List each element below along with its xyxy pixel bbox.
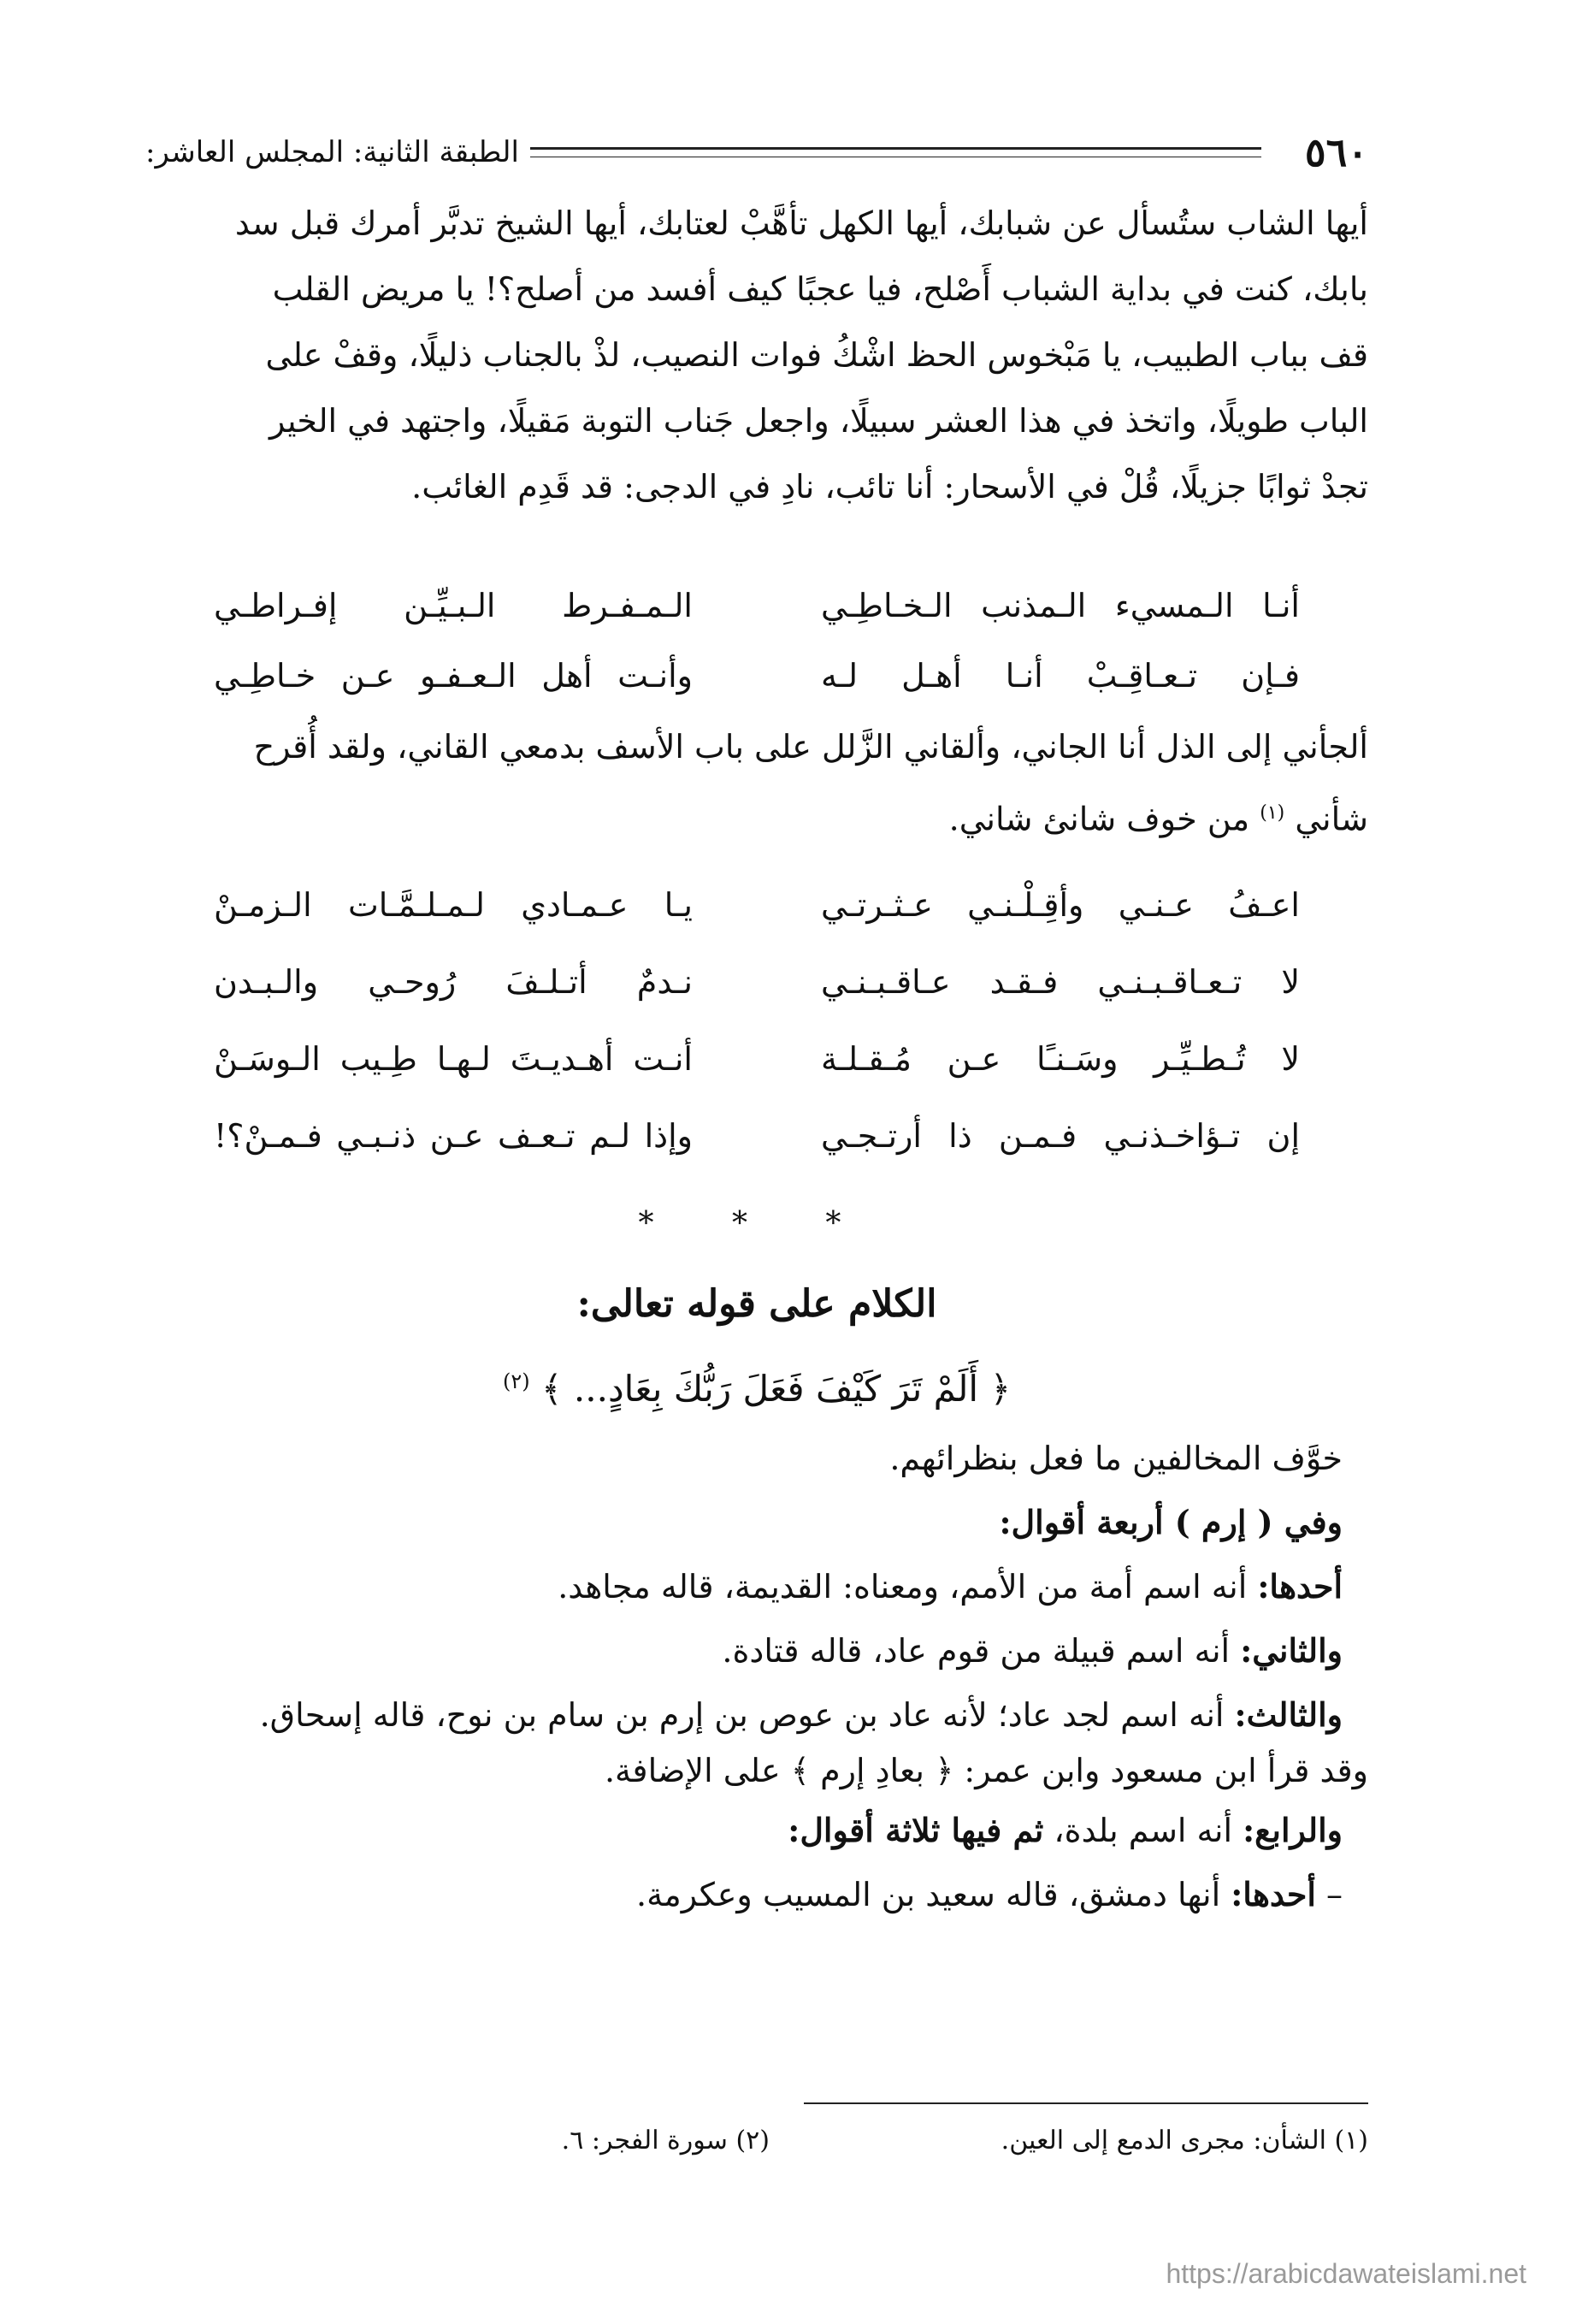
- footnote-2: (٢) سورة الفجر: ٦.: [561, 2126, 770, 2155]
- verse-second-hemistich: نـدمٌ أتـلـفَ رُوحـي والـبـدن: [214, 963, 693, 1001]
- verse-second-hemistich: الـمـفـرط الـبـيِّـن إفـراطـي: [214, 587, 693, 624]
- quran-verse: [145, 1351, 1368, 1419]
- footnote-1: (١) الشأن: مجرى الدمع إلى العين.: [1001, 2126, 1368, 2155]
- opinion-third: [145, 1685, 1343, 1745]
- opinion-text: أنه اسم لجد عاد؛ لأنه عاد بن عوص بن إرم بن سام بن نوح، قاله إسحاق.: [259, 1696, 1225, 1734]
- verse-first-hemistich: أنـا الـمسيء الـمذنب الـخـاطِـي: [821, 587, 1300, 624]
- opinion-label: أحدها:: [1257, 1567, 1343, 1606]
- middle-line-end: من خوف شانئ شاني.: [948, 800, 1250, 838]
- footnote-rule: [804, 2102, 1368, 2104]
- poem-verse: [214, 571, 1300, 640]
- footnote-ref-2[interactable]: (٢): [502, 1369, 530, 1393]
- verse-second-hemistich: يـا عـمـادي لـمـلـمَّـات الـزمـنْ: [214, 886, 693, 924]
- opinion-label: والثالث:: [1234, 1695, 1343, 1734]
- body-line: خوَّف المخالفين ما فعل بنظرائهم.: [889, 1440, 1343, 1477]
- sub-opinion-first: [145, 1865, 1343, 1925]
- opinion-text: أنه اسم بلدة،: [1054, 1812, 1233, 1849]
- list-dash: –: [1326, 1876, 1343, 1913]
- poem-verse: [214, 1025, 1300, 1093]
- intro-line: الباب طويلًا، واتخذ في هذا العشر سبيلًا، واجعل جَناب التوبة مَقيلًا، واجتهد في الخير: [269, 402, 1368, 440]
- verse-first-hemistich: لا تـعـاقـبـنـي فـقـد عـاقـبـنـي: [821, 963, 1300, 1001]
- verse-first-hemistich: لا تُـطـيِّـر وسَـنـًا عـن مُـقـلـة: [821, 1040, 1300, 1078]
- opinion-text: أنه اسم قبيلة من قوم عاد، قاله قتادة.: [722, 1632, 1231, 1670]
- middle-line: [145, 780, 1368, 853]
- watermark-url[interactable]: https://arabicdawateislami.net: [1166, 2258, 1526, 2289]
- opinion-second: [145, 1621, 1343, 1681]
- poem-verse: [214, 642, 1300, 710]
- verse-second-hemistich: أنـت أهـديـتَ لـهـا طِـيب الـوسَـنْ: [214, 1040, 693, 1078]
- section-title: الكلام على قوله تعالى:: [576, 1282, 937, 1326]
- opinion-label: والرابع:: [1243, 1811, 1343, 1849]
- page-number: ٥٦٠: [1304, 129, 1368, 175]
- footnote-ref-1[interactable]: (١): [1260, 802, 1285, 824]
- section-separator: * * *: [638, 1206, 876, 1241]
- middle-paragraph: [145, 714, 1368, 853]
- verse-first-hemistich: اعـفُ عـنـي وأقِـلْـنـي عـثـرتـي: [821, 886, 1300, 924]
- opinions-heading: وفي ( إرم ) أربعة أقوال:: [999, 1503, 1343, 1541]
- intro-paragraph: [145, 191, 1368, 520]
- running-title: الطبقة الثانية: المجلس العاشر:: [145, 135, 519, 169]
- poem-verse: [214, 1102, 1300, 1170]
- intro-line: تجدْ ثوابًا جزيلًا، قُلْ في الأسحار: أنا تائب، نادِ في الدجى: قد قَدِم الغائب.: [411, 468, 1368, 506]
- verse-first-hemistich: إن تـؤاخـذنـي فـمـن ذا أرتـجـي: [821, 1117, 1300, 1155]
- header-rule: [530, 147, 1261, 157]
- intro-line: أيها الشاب ستُسأل عن شبابك، أيها الكهل تأهَّبْ لعتابك، أيها الشيخ تدبَّر أمرك قبل سد: [234, 204, 1368, 242]
- middle-line-start: شأني: [1295, 800, 1368, 838]
- poem-verse: [214, 948, 1300, 1016]
- poem-verse: [214, 871, 1300, 939]
- middle-line: ألجأني إلى الذل أنا الجاني، وألقاني الزَّلل على باب الأسف بدمعي القاني، ولقد أُقرح: [253, 728, 1368, 766]
- opinion-fourth: [145, 1801, 1343, 1860]
- opinion-label: أحدها:: [1231, 1875, 1316, 1913]
- opinion-subheading: ثم فيها ثلاثة أقوال:: [788, 1811, 1044, 1849]
- verse-first-hemistich: فـإن تـعـاقِـبْ أنـا أهـل لـه: [821, 657, 1300, 695]
- opinion-text: أنها دمشق، قاله سعيد بن المسيب وعكرمة.: [635, 1876, 1221, 1913]
- intro-line: قف بباب الطبيب، يا مَبْخوس الحظ اشْكُ فوات النصيب، لذْ بالجناب ذليلًا، وقفْ على: [265, 336, 1368, 374]
- opinion-label: والثاني:: [1240, 1631, 1343, 1670]
- opinion-first: [145, 1557, 1343, 1617]
- body-line: وقد قرأ ابن مسعود وابن عمر: ﴿ بعادِ إرم ﴾ على الإضافة.: [604, 1752, 1368, 1789]
- quran-verse-text: ﴿ أَلَمْ تَرَ كَيْفَ فَعَلَ رَبُّكَ بِعَادٍ... ﴾: [540, 1368, 1012, 1410]
- verse-second-hemistich: وإذا لـم تـعـف عـن ذنـبـي فـمـنْ؟!: [214, 1117, 693, 1155]
- intro-line: بابك، كنت في بداية الشباب أَصْلح، فيا عجبًا كيف أفسد من أصلح؟! يا مريض القلب: [272, 270, 1368, 308]
- page-header: [145, 127, 1368, 178]
- opinion-text: أنه اسم أمة من الأمم، ومعناه: القديمة، قاله مجاهد.: [558, 1568, 1248, 1606]
- verse-second-hemistich: وأنـت أهل الـعـفـو عـن خـاطِـي: [214, 657, 693, 695]
